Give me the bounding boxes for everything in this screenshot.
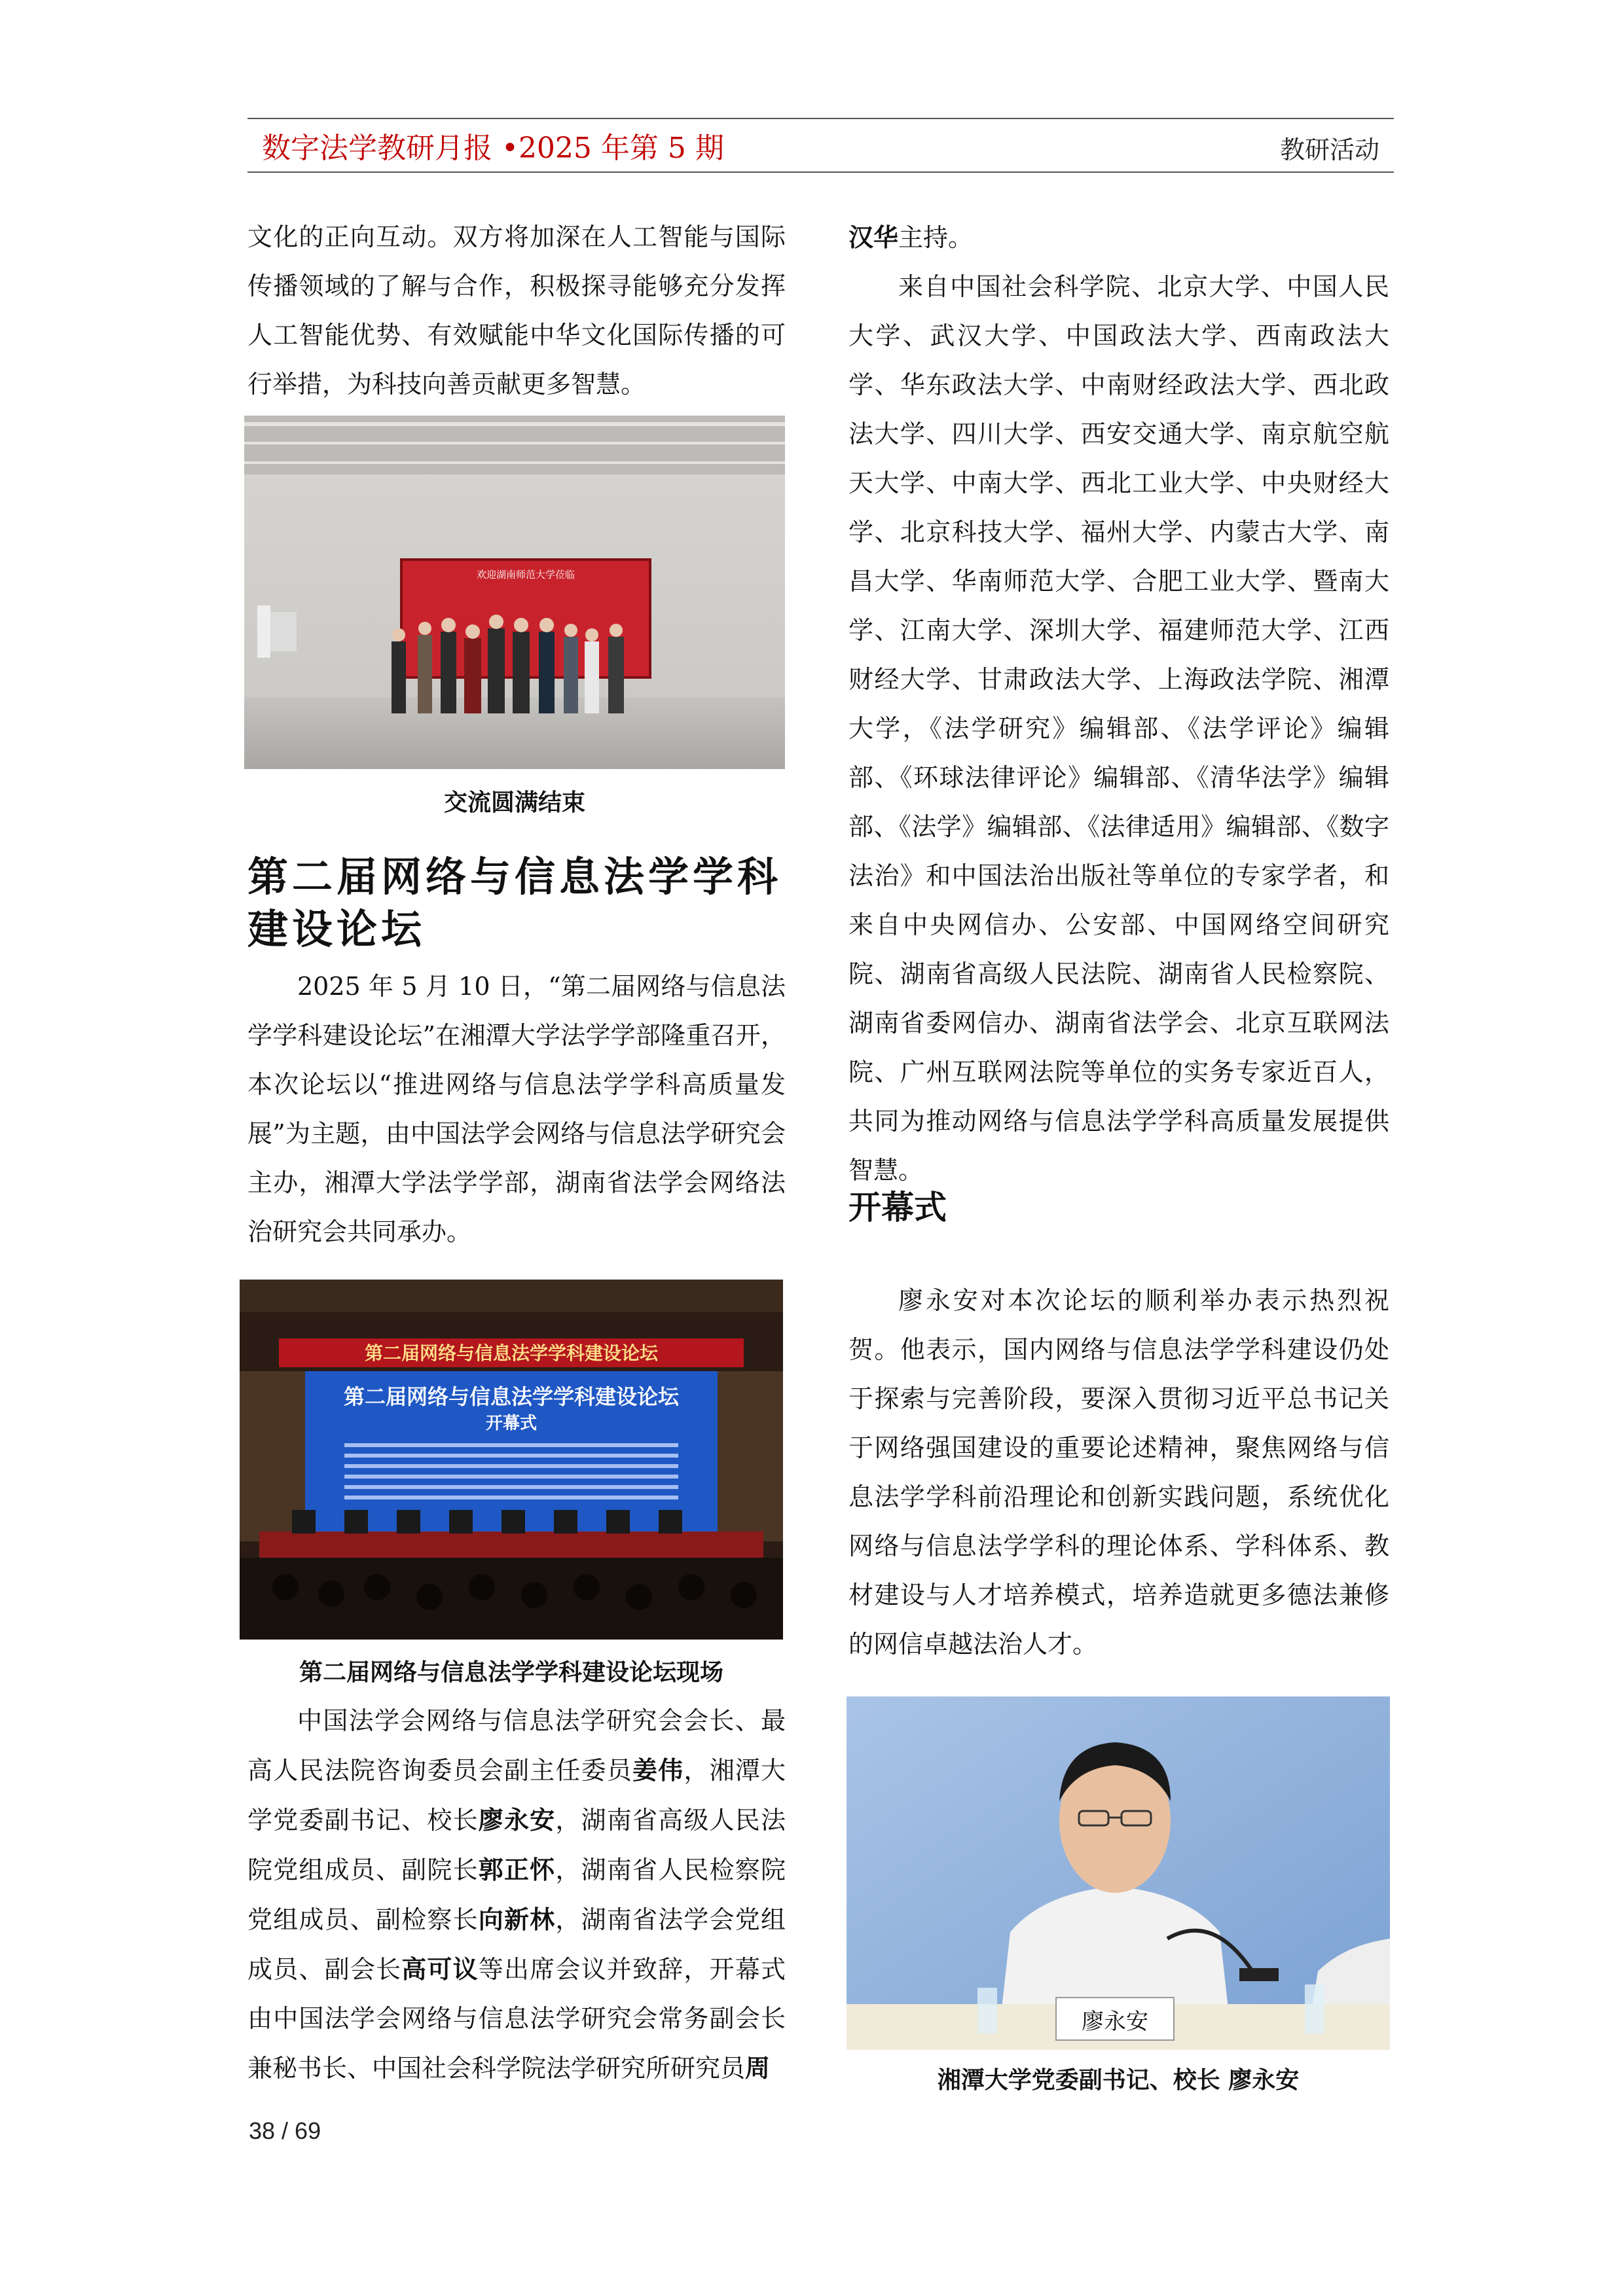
name-zhou-hanhua-part: 汉华 (848, 223, 899, 252)
screen-title-text: 第二届网络与信息法学学科建设论坛 (343, 1384, 680, 1409)
left-intro (247, 213, 786, 409)
name-guo-zhenghuai: 郭正怀 (478, 1855, 556, 1884)
header-rule-bottom (247, 171, 1394, 173)
journal-title: 数字法学教研月报 •2025 年第 5 期 (262, 132, 724, 165)
group-photo (244, 416, 785, 769)
nameplate-text: 廖永安 (1082, 2009, 1148, 2035)
venue-banner-text: 第二届网络与信息法学学科建设论坛 (364, 1342, 659, 1364)
left-attendees (247, 1696, 786, 2093)
attendees-text-6: 等出席会议并致辞，开幕式由中国法学会网络与信息法学研究会常务副会长兼秘书长、中国社会科学院法学研究所研究员 (247, 1955, 786, 2083)
section-title: 第二届网络与信息法学学科建设论坛 (247, 853, 782, 953)
subsection-title: 开幕式 (848, 1189, 947, 1227)
name-liao-yongan: 廖永安 (478, 1805, 556, 1835)
header-rule-top (247, 118, 1394, 119)
name-zhou-part: 周 (745, 2053, 771, 2083)
name-jiang-wei: 姜伟 (632, 1755, 684, 1785)
name-xiang-xinlin: 向新林 (478, 1905, 556, 1934)
forum-venue-photo (240, 1280, 783, 1640)
attendees-text-1: 中国法学会网络与信息法学研究会会长、最高人民法院咨询委员会副主任委员 (247, 1706, 786, 1785)
attendees-paragraph (247, 1696, 786, 2093)
host-continuation (848, 213, 1389, 262)
section-label: 教研活动 (1279, 135, 1379, 164)
screen-subtitle-text: 开幕式 (485, 1414, 538, 1433)
attendees-text-3: ，湖南省高级人民法院党组成员、副院长 (247, 1806, 786, 1884)
experts-paragraph: 来自中国社会科学院、北京大学、中国人民大学、武汉大学、中国政法大学、西南政法大学、华东政法大学、中南财经政法大学、西北政法大学、四川大学、西安交通大学、南京航空航天大学、中南大学、西北工业大学、中央财经大学、北京科技大学、福州大学、内蒙古大学、南昌大学、华南师范大学、合肥工业大学、暨南大学、江南大学、深圳大学、福建师范大学、江西财经大学、甘肃政法大学、上海政法学院、湘潭大学，《法学研究》编辑部、《法学评论》编辑部、《环球法律评论》编辑部、《清华法学》编辑部、《法学》编辑部、《法律适用》编辑部、《数字法治》和中国法治出版社等单位的专家学者，和来自中央网信办、公安部、中国网络空间研究院、湖南省高级人民法院、湖南省人民检察院、湖南省委网信办、湖南省法学会、北京互联网法院、广州互联网法院等单位的实务专家近百人，共同为推动网络与信息法学学科高质量发展提供智慧。 (848, 272, 1389, 1185)
photo3-caption: 湘潭大学党委副书记、校长 廖永安 (937, 2066, 1300, 2094)
attendees-text-4: ，湖南省人民检察院党组成员、副检察长 (247, 1856, 786, 1934)
page-number: 38 / 69 (249, 2117, 321, 2144)
forum-intro-paragraph: 2025 年 5 月 10 日，“第二届网络与信息法学学科建设论坛”在湘潭大学法学学部隆重召开，本次论坛以“推进网络与信息法学学科高质量发展”为主题，由中国法学会网络与信息法学研究会主办，湘潭大学法学学部，湖南省法学会网络法治研究会共同承办。 (247, 972, 786, 1246)
right-column-body (848, 213, 1389, 1195)
speaker-photo (847, 1696, 1390, 2050)
host-text: 主持。 (898, 223, 974, 252)
name-gao-keyi: 高可议 (401, 1954, 479, 1984)
intro-paragraph: 文化的正向互动。双方将加深在人工智能与国际传播领域的了解与合作，积极探寻能够充分发挥人工智能优势、有效赋能中华文化国际传播的可行举措，为科技向善贡献更多智慧。 (247, 223, 786, 399)
photo1-caption: 交流圆满结束 (443, 789, 585, 816)
right-opening (848, 1276, 1389, 1669)
opening-paragraph: 廖永安对本次论坛的顺利举办表示热烈祝贺。他表示，国内网络与信息法学学科建设仍处于探索与完善阶段，要深入贯彻习近平总书记关于网络强国建设的重要论述精神，聚焦网络与信息法学学科前沿理论和创新实践问题，系统优化网络与信息法学学科的理论体系、学科体系、教材建设与人才培养模式，培养造就更多德法兼修的网信卓越法治人才。 (848, 1286, 1389, 1659)
screen-welcome-text: 欢迎湖南师范大学莅临 (476, 569, 575, 581)
left-section-body (247, 962, 786, 1257)
attendees-text-2: ，湘潭大学党委副书记、校长 (247, 1756, 786, 1835)
attendees-text-5: ，湖南省法学会党组成员、副会长 (247, 1905, 786, 1984)
photo2-caption: 第二届网络与信息法学学科建设论坛现场 (299, 1659, 723, 1686)
